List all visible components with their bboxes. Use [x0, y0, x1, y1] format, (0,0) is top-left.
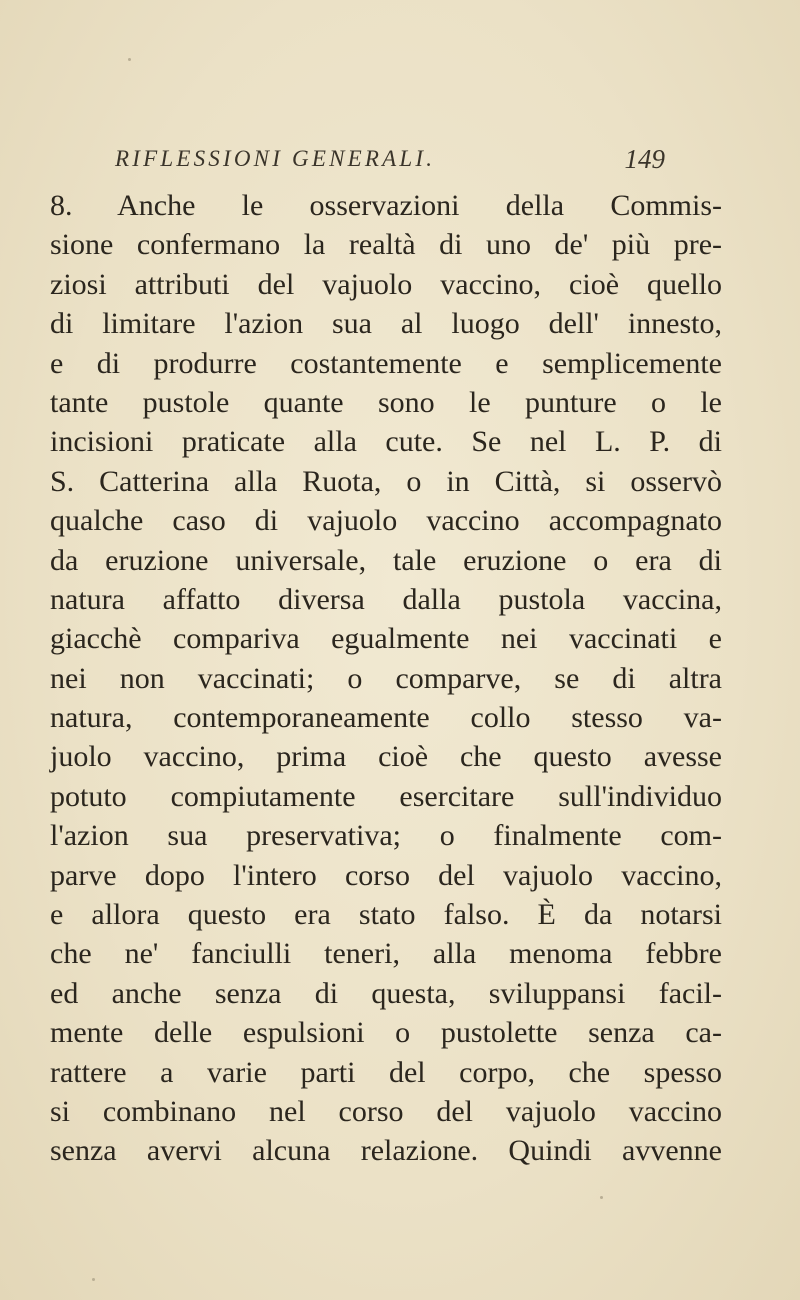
text-line: sione confermano la realtà di uno de' più pre- — [50, 228, 722, 262]
text-line: che ne' fanciulli teneri, alla menoma febbre — [50, 937, 722, 971]
text-line: e di produrre costantemente e semplicemente — [50, 346, 722, 380]
text-line: di limitare l'azion sua al luogo dell' innesto, — [50, 307, 722, 341]
text-line: giacchè compariva egualmente nei vaccinati e — [50, 622, 722, 656]
text-line: ed anche senza di questa, sviluppansi facil- — [50, 976, 722, 1010]
text-line: nei non vaccinati; o comparve, se di altra — [50, 661, 722, 695]
text-line: e allora questo era stato falso. È da notarsi — [50, 898, 722, 932]
body-text — [50, 186, 722, 1171]
paper-speck — [128, 58, 131, 61]
text-line: incisioni praticate alla cute. Se nel L. P. di — [50, 425, 722, 459]
text-line: si combinano nel corso del vajuolo vaccino — [50, 1094, 722, 1128]
text-line: natura, contemporaneamente collo stesso va- — [50, 701, 722, 735]
page-number: 149 — [624, 144, 665, 174]
text-line: mente delle espulsioni o pustolette senza ca- — [50, 1016, 722, 1050]
text-line: qualche caso di vajuolo vaccino accompagnato — [50, 504, 722, 538]
text-line: natura affatto diversa dalla pustola vaccina, — [50, 582, 722, 616]
text-line: senza avervi alcuna relazione. Quindi avvenne — [50, 1134, 722, 1168]
text-line: da eruzione universale, tale eruzione o era di — [50, 543, 722, 577]
text-line: parve dopo l'intero corso del vajuolo vaccino, — [50, 858, 722, 892]
text-line: l'azion sua preservativa; o finalmente com- — [50, 819, 722, 853]
text-line: ziosi attributi del vajuolo vaccino, cioè quello — [50, 267, 722, 301]
running-head — [115, 146, 715, 182]
paper-speck — [600, 1196, 603, 1199]
running-head-title: RIFLESSIONI GENERALI. — [115, 146, 436, 171]
text-line: potuto compiutamente esercitare sull'individuo — [50, 779, 722, 813]
text-line: juolo vaccino, prima cioè che questo avesse — [50, 740, 722, 774]
text-line: 8. Anche le osservazioni della Commis- — [50, 189, 722, 222]
text-line: tante pustole quante sono le punture o le — [50, 385, 722, 419]
paper-speck — [92, 1278, 95, 1281]
text-line: rattere a varie parti del corpo, che spesso — [50, 1055, 722, 1089]
text-line: S. Catterina alla Ruota, o in Città, si osservò — [50, 464, 722, 498]
